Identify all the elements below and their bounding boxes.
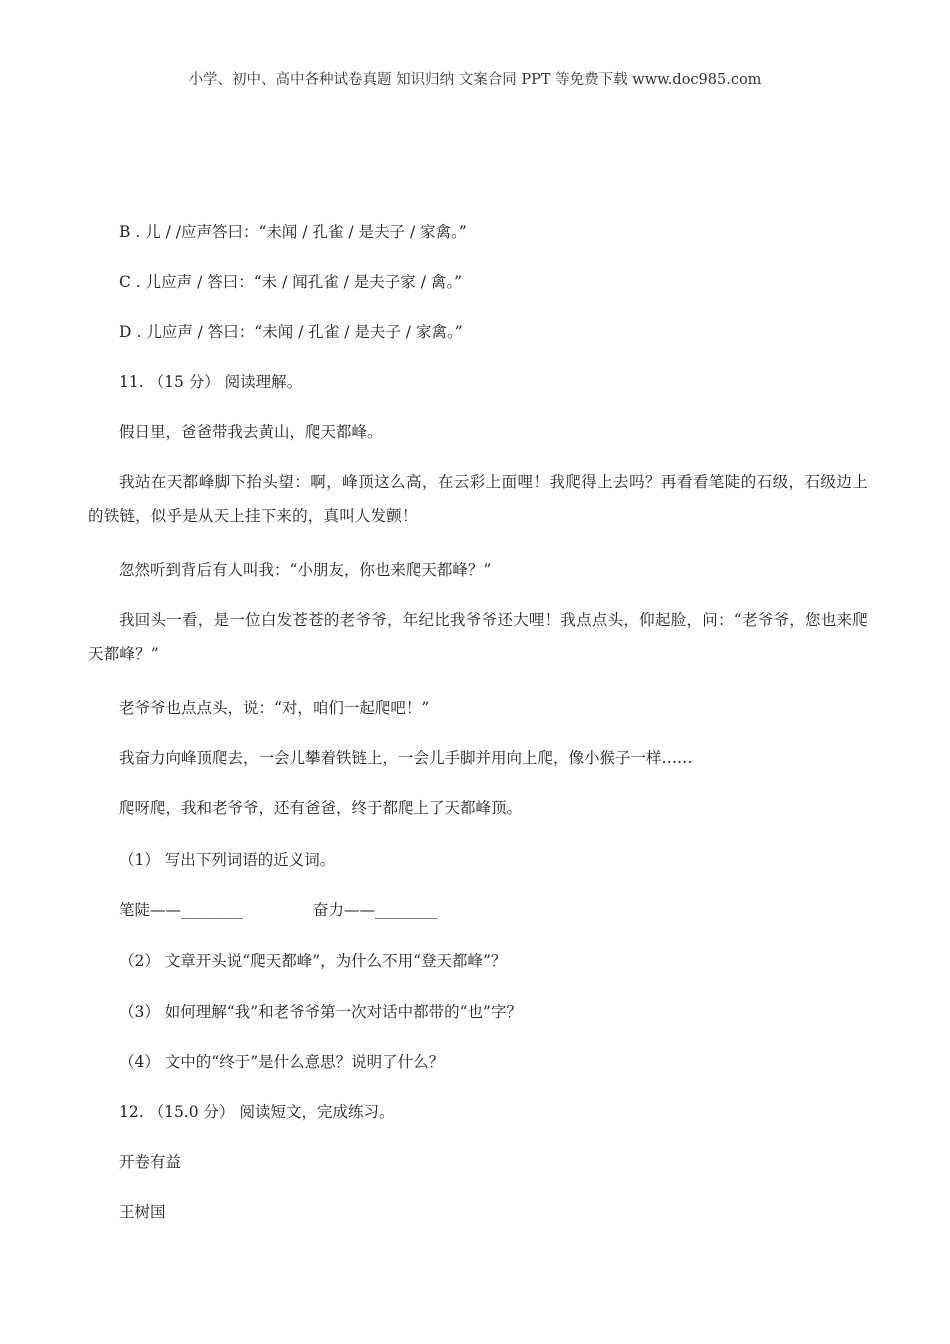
passage-title: 开卷有益	[119, 1153, 182, 1171]
sub-question-1: （1） 写出下列词语的近义词。	[119, 851, 336, 869]
sub-question-3: （3） 如何理解“我”和老爷爷第一次对话中都带的“也”字？	[119, 1003, 522, 1021]
passage-paragraph-2: 我站在天都峰脚下抬头望：啊，峰顶这么高，在云彩上面哩！我爬得上去吗？再看看笔陡的石级，石级边上的铁链，似乎是从天上挂下来的，真叫人发颤！	[88, 473, 868, 525]
passage-author: 王树国	[119, 1203, 166, 1221]
sub-question-2: （2） 文章开头说“爬天都峰”，为什么不用“登天都峰”？	[119, 952, 507, 970]
passage-paragraph-7: 爬呀爬，我和老爷爷，还有爸爸，终于都爬上了天都峰顶。	[119, 799, 523, 817]
question-12-title: 12. （15.0 分） 阅读短文，完成练习。	[119, 1103, 395, 1121]
passage-paragraph-5: 老爷爷也点点头，说：“对，咱们一起爬吧！”	[119, 699, 430, 717]
passage-paragraph-6: 我奋力向峰顶爬去，一会儿攀着铁链上，一会儿手脚并用向上爬，像小猴子一样……	[119, 749, 693, 767]
page-header: 小学、初中、高中各种试卷真题 知识归纳 文案合同 PPT 等免费下载 www.doc985.com	[188, 72, 762, 88]
sub-question-4: （4） 文中的“终于”是什么意思？说明了什么？	[119, 1053, 445, 1071]
option-c: C . 儿应声 / 答曰：“未 / 闻孔雀 / 是夫子家 / 禽。”	[119, 273, 463, 291]
option-d: D . 儿应声 / 答曰：“未闻 / 孔雀 / 是夫子 / 家禽。”	[119, 323, 463, 341]
option-b: B . 儿 / /应声答曰：“未闻 / 孔雀 / 是夫子 / 家禽。”	[119, 223, 467, 241]
question-11-title: 11. （15 分） 阅读理解。	[119, 373, 303, 391]
synonym-blank-2: 奋力——________	[313, 901, 438, 919]
passage-paragraph-4: 我回头一看，是一位白发苍苍的老爷爷，年纪比我爷爷还大哩！我点点头，仰起脸，问：“老爷爷，您也来爬天都峰？”	[88, 611, 868, 663]
synonym-blank-1: 笔陡——________	[119, 901, 244, 919]
passage-paragraph-1: 假日里，爸爸带我去黄山，爬天都峰。	[119, 423, 383, 441]
passage-paragraph-3: 忽然听到背后有人叫我：“小朋友，你也来爬天都峰？”	[119, 561, 492, 579]
